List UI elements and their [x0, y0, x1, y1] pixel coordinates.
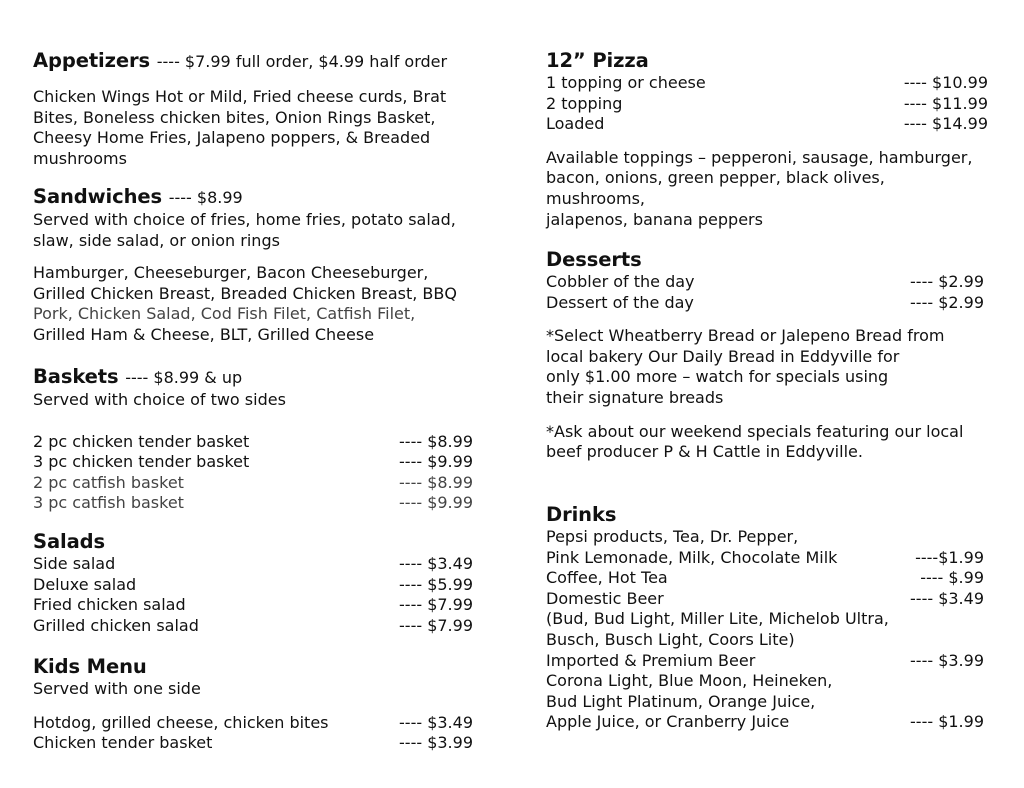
- drink-row: [546, 568, 984, 589]
- item-price: ---- $11.99: [903, 93, 988, 113]
- bread-note: [546, 326, 988, 408]
- item-price: ---- $10.99: [903, 73, 988, 92]
- menu-item-row: [33, 493, 473, 514]
- sandwiches-line: Pork, Chicken Salad, Cod Fish Filet, Catfish Filet,: [33, 304, 416, 324]
- item-name: Bud Light Platinum, Orange Juice,: [546, 691, 816, 711]
- item-price: ----$1.99: [915, 547, 984, 567]
- item-price: ---- $1.99: [910, 712, 984, 732]
- kids-menu-desc: Served with one side: [33, 679, 201, 698]
- sandwiches-line: Grilled Ham & Cheese, BLT, Grilled Cheese: [33, 324, 375, 344]
- desserts-heading: Desserts: [546, 248, 642, 271]
- baskets-list: [33, 432, 473, 514]
- menu-item-row: [546, 114, 988, 135]
- item-name: Apple Juice, or Cranberry Juice: [546, 712, 790, 732]
- salads-section: [33, 530, 473, 636]
- item-name: Grilled chicken salad: [33, 615, 199, 635]
- item-name: 1 topping or cheese: [546, 73, 706, 92]
- item-price: ---- $7.99: [399, 615, 473, 635]
- sandwiches-desc: slaw, side salad, or onion rings: [33, 230, 280, 250]
- pizza-section: [546, 49, 988, 230]
- drink-row: [546, 651, 984, 672]
- item-name: Pepsi products, Tea, Dr. Pepper,: [546, 527, 799, 546]
- item-name: Busch, Busch Light, Coors Lite): [546, 629, 795, 649]
- menu-item-row: [33, 733, 473, 754]
- baskets-heading: Baskets ---- $8.99 & up: [33, 365, 243, 388]
- sandwiches-list: [33, 263, 473, 345]
- baskets-price-note: ---- $8.99 & up: [125, 368, 243, 387]
- item-name: Dessert of the day: [546, 292, 694, 312]
- item-name: Pink Lemonade, Milk, Chocolate Milk: [546, 547, 838, 567]
- item-name: Coffee, Hot Tea: [546, 568, 668, 588]
- item-price: ---- $3.49: [399, 554, 473, 573]
- sandwiches-line: Grilled Chicken Breast, Breaded Chicken Breast, BBQ: [33, 283, 457, 303]
- item-name: 2 pc catfish basket: [33, 472, 184, 492]
- menu-item-row: [33, 473, 473, 494]
- baskets-section: [33, 365, 473, 514]
- item-price: ---- $5.99: [399, 574, 473, 594]
- item-name: Fried chicken salad: [33, 595, 186, 615]
- menu-item-row: [33, 616, 473, 637]
- salads-heading: Salads: [33, 530, 106, 553]
- drink-row: [546, 527, 984, 548]
- drink-row: [546, 609, 984, 630]
- item-name: Chicken tender basket: [33, 733, 213, 753]
- sandwiches-line: Hamburger, Cheeseburger, Bacon Cheeseburger,: [33, 263, 429, 283]
- item-name: Domestic Beer: [546, 588, 664, 608]
- pizza-heading: 12” Pizza: [546, 49, 649, 72]
- item-price: ---- $8.99: [399, 431, 473, 451]
- item-price: ---- $3.99: [910, 650, 984, 670]
- item-name: 2 pc chicken tender basket: [33, 431, 250, 451]
- item-name: (Bud, Bud Light, Miller Lite, Michelob Ultra,: [546, 609, 889, 629]
- item-name: 3 pc catfish basket: [33, 493, 184, 513]
- item-price: ---- $2.99: [910, 272, 984, 291]
- item-name: Corona Light, Blue Moon, Heineken,: [546, 671, 833, 691]
- menu-item-row: [33, 713, 473, 734]
- appetizers-line: mushrooms: [33, 148, 127, 168]
- menu-item-row: [33, 575, 473, 596]
- note-line: their signature breads: [546, 387, 724, 407]
- menu-item-row: [33, 432, 473, 453]
- appetizers-price-note: ---- $7.99 full order, $4.99 half order: [156, 52, 448, 71]
- item-price: ---- $14.99: [903, 114, 988, 134]
- drink-row: [546, 671, 984, 692]
- menu-item-row: [546, 293, 984, 314]
- note-line: beef producer P & H Cattle in Eddyville.: [546, 442, 863, 462]
- toppings-line: Available toppings – pepperoni, sausage, hamburger,: [546, 147, 973, 167]
- kids-menu-list: [33, 713, 473, 754]
- baskets-desc: Served with choice of two sides: [33, 390, 286, 409]
- menu-item-row: [546, 94, 988, 115]
- item-price: ---- $7.99: [399, 595, 473, 615]
- drink-row: [546, 692, 984, 713]
- toppings-line: jalapenos, banana peppers: [546, 209, 763, 229]
- note-line: *Select Wheatberry Bread or Jalepeno Bread from: [546, 326, 945, 346]
- desserts-section: [546, 248, 988, 463]
- item-price: ---- $.99: [920, 568, 984, 588]
- appetizers-heading: Appetizers ---- $7.99 full order, $4.99 half order: [33, 49, 448, 72]
- drinks-heading: Drinks: [546, 503, 617, 526]
- menu-item-row: [546, 272, 984, 293]
- item-price: ---- $3.99: [399, 733, 473, 753]
- item-name: Deluxe salad: [33, 574, 137, 594]
- drink-row: [546, 712, 984, 733]
- menu-item-row: [33, 452, 473, 473]
- drinks-list: [546, 527, 984, 733]
- sandwiches-price-note: ---- $8.99: [168, 188, 243, 207]
- item-price: ---- $2.99: [910, 292, 984, 312]
- item-name: Loaded: [546, 114, 605, 134]
- drink-row: [546, 630, 984, 651]
- note-line: only $1.00 more – watch for specials using: [546, 367, 889, 387]
- drink-row: [546, 548, 984, 569]
- item-name: Hotdog, grilled cheese, chicken bites: [33, 712, 329, 732]
- sandwiches-heading: Sandwiches ---- $8.99: [33, 185, 243, 208]
- item-name: Side salad: [33, 554, 116, 573]
- item-name: Imported & Premium Beer: [546, 650, 756, 670]
- menu-item-row: [33, 595, 473, 616]
- item-price: ---- $8.99: [399, 472, 473, 492]
- sandwiches-section: [33, 185, 473, 346]
- drink-row: [546, 589, 984, 610]
- note-line: *Ask about our weekend specials featuring our local: [546, 421, 964, 441]
- item-price: ---- $9.99: [399, 493, 473, 513]
- item-name: 2 topping: [546, 93, 623, 113]
- item-name: Cobbler of the day: [546, 272, 695, 291]
- drinks-section: [546, 503, 988, 733]
- appetizers-section: [33, 49, 473, 169]
- kids-menu-heading: Kids Menu: [33, 655, 147, 678]
- item-price: ---- $9.99: [399, 452, 473, 472]
- menu-item-row: [546, 73, 988, 94]
- appetizers-list: [33, 87, 473, 169]
- menu-item-row: [33, 554, 473, 575]
- note-line: local bakery Our Daily Bread in Eddyville for: [546, 346, 900, 366]
- appetizers-line: Cheesy Home Fries, Jalapeno poppers, & Breaded: [33, 128, 431, 148]
- item-price: ---- $3.49: [910, 588, 984, 608]
- item-name: 3 pc chicken tender basket: [33, 452, 250, 472]
- kids-menu-section: [33, 655, 473, 754]
- toppings-line: bacon, onions, green pepper, black olives, mushrooms,: [546, 168, 885, 208]
- appetizers-line: Bites, Boneless chicken bites, Onion Rings Basket,: [33, 107, 436, 127]
- weekend-specials-note: [546, 422, 988, 463]
- pizza-toppings: [546, 148, 988, 230]
- sandwiches-desc: Served with choice of fries, home fries, potato salad,: [33, 210, 456, 229]
- item-price: ---- $3.49: [399, 712, 473, 732]
- appetizers-line: Chicken Wings Hot or Mild, Fried cheese curds, Brat: [33, 87, 447, 106]
